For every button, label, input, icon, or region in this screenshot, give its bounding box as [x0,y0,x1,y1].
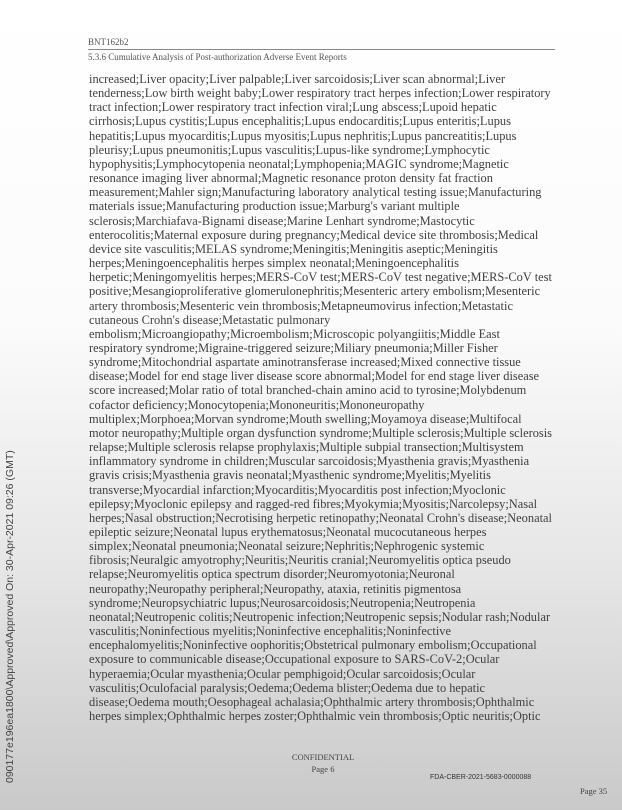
header-divider [88,49,555,50]
body-line: measurement;Mahler sign;Manufacturing laboratory analytical testing issue;Manufacturing [89,185,542,200]
body-line: materials issue;Manufacturing production issue;Marburg's variant multiple [89,199,460,214]
body-line: artery thrombosis;Mesenteric vein thrombosis;Metapneumovirus infection;Metastatic [89,298,513,313]
body-line: sclerosis;Marchiafava-Bignami disease;Marine Lenhart syndrome;Mastocytic [89,213,475,228]
body-line: motor neuropathy;Multiple organ dysfunction syndrome;Multiple sclerosis;Multiple sclerosis [89,425,552,440]
body-line: epileptic seizure;Neonatal lupus erythematosus;Neonatal mucocutaneous herpes [89,525,487,539]
body-line: syndrome;Neuropsychiatric lupus;Neurosarcoidosis;Neutropenia;Neutropenia [89,595,476,610]
footer-outer-page-number: Page 35 [580,786,608,796]
body-line: gravis crisis;Myasthenia gravis neonatal;Myasthenic syndrome;Myelitis;Myelitis [89,468,491,483]
body-line: cofactor deficiency;Monocytopenia;Mononeuritis;Mononeuropathy [89,397,425,412]
body-line: tract infection;Lower respiratory tract infection viral;Lung abscess;Lupoid hepatic [89,100,497,115]
body-line: neonatal;Neutropenic colitis;Neutropenic infection;Neutropenic sepsis;Nodular rash;Nodular [89,609,551,624]
body-line: positive;Mesangioproliferative glomerulonephritis;Mesenteric artery embolism;Mesenteric [89,284,541,299]
body-line: hyperaemia;Ocular myasthenia;Ocular pemphigoid;Ocular sarcoidosis;Ocular [89,666,476,681]
body-line: pleurisy;Lupus pneumonitis;Lupus vasculitis;Lupus-like syndrome;Lymphocytic [89,142,490,157]
header-section-title: 5.3.6 Cumulative Analysis of Post-authorization Adverse Event Reports [88,52,347,62]
footer-page-number: Page 6 [311,764,335,774]
body-line: hepatitis;Lupus myocarditis;Lupus myositis;Lupus nephritis;Lupus pancreatitis;Lupus [89,128,517,143]
body-line: cutaneous Crohn's disease;Metastatic pulmonary [89,312,331,327]
approval-stamp: 090177e196ea1800\Approved\Approved On: 30-Apr-2021 09:26 (GMT) [4,450,16,783]
body-line: herpes;Meningoencephalitis herpes simplex neonatal;Meningoencephalitis [89,256,459,271]
footer-fda-id: FDA-CBER-2021-5683-0000088 [430,774,532,781]
body-line: respiratory syndrome;Migraine-triggered seizure;Miliary pneumonia;Miller Fisher [89,340,498,355]
body-line: resonance imaging liver abnormal;Magnetic resonance proton density fat fraction [89,171,493,186]
body-line: transverse;Myocardial infarction;Myocarditis;Myocarditis post infection;Myoclonic [89,482,506,497]
body-line: simplex;Neonatal pneumonia;Neonatal seizure;Nephritis;Nephrogenic systemic [89,539,485,554]
body-line: hypophysitis;Lymphocytopenia neonatal;Lymphopenia;MAGIC syndrome;Magnetic [89,156,509,171]
body-line: enterocolitis;Maternal exposure during pregnancy;Medical device site thrombosis;Medical [89,227,539,242]
body-line: increased;Liver opacity;Liver palpable;Liver sarcoidosis;Liver scan abnormal;Liver [89,72,505,86]
body-line: multiplex;Morphoea;Morvan syndrome;Mouth swelling;Moyamoya disease;Multifocal [89,411,522,426]
body-line: embolism;Microangiopathy;Microembolism;Microscopic polyangiitis;Middle East [89,326,500,341]
body-line: encephalomyelitis;Noninfective oophoritis;Obstetrical pulmonary embolism;Occupational [89,638,537,653]
body-line: tenderness;Low birth weight baby;Lower respiratory tract herpes infection;Lower respiratory [89,86,551,101]
body-line: herpes;Nasal obstruction;Necrotising herpetic retinopathy;Neonatal Crohn's disease;Neonatal [89,510,552,525]
body-line: score increased;Molar ratio of total branched-chain amino acid to tyrosine;Molybdenum [89,383,527,398]
body-line: vasculitis;Noninfectious myelitis;Noninfective encephalitis;Noninfective [89,624,451,639]
footer-confidential: CONFIDENTIAL [291,752,355,762]
body-line: relapse;Multiple sclerosis relapse prophylaxis;Multiple subpial transection;Multisystem [89,440,524,455]
body-line: herpes simplex;Ophthalmic herpes zoster;Ophthalmic vein thrombosis;Optic neuritis;Optic [89,709,541,724]
body-line: herpetic;Meningomyelitis herpes;MERS-CoV test;MERS-CoV test negative;MERS-CoV test [89,270,552,285]
body-line: syndrome;Mitochondrial aspartate aminotransferase increased;Mixed connective tissue [89,355,521,370]
body-line: epilepsy;Myoclonic epilepsy and ragged-red fibres;Myokymia;Myositis;Narcolepsy;Nasal [89,496,538,511]
body-text [89,72,557,723]
body-line: disease;Oedema mouth;Oesophageal achalasia;Ophthalmic artery thrombosis;Ophthalmic [89,694,535,709]
body-line: relapse;Neuromyelitis optica spectrum disorder;Neuromyotonia;Neuronal [89,567,455,582]
body-line: device site vasculitis;MELAS syndrome;Meningitis;Meningitis aseptic;Meningitis [89,241,498,256]
header-product: BNT162b2 [88,37,129,47]
body-line: neuropathy;Neuropathy peripheral;Neuropathy, ataxia, retinitis pigmentosa [89,581,462,596]
body-line: inflammatory syndrome in children;Muscular sarcoidosis;Myasthenia gravis;Myasthenia [89,454,530,469]
body-line: vasculitis;Oculofacial paralysis;Oedema;Oedema blister;Oedema due to hepatic [89,680,486,695]
body-line: fibrosis;Neuralgic amyotrophy;Neuritis;Neuritis cranial;Neuromyelitis optica pseudo [89,553,511,568]
body-line: disease;Model for end stage liver disease score abnormal;Model for end stage liver disease [89,369,540,384]
body-line: exposure to communicable disease;Occupational exposure to SARS-CoV-2;Ocular [89,652,500,667]
body-line: cirrhosis;Lupus cystitis;Lupus encephalitis;Lupus endocarditis;Lupus enteritis;Lupus [89,114,511,129]
